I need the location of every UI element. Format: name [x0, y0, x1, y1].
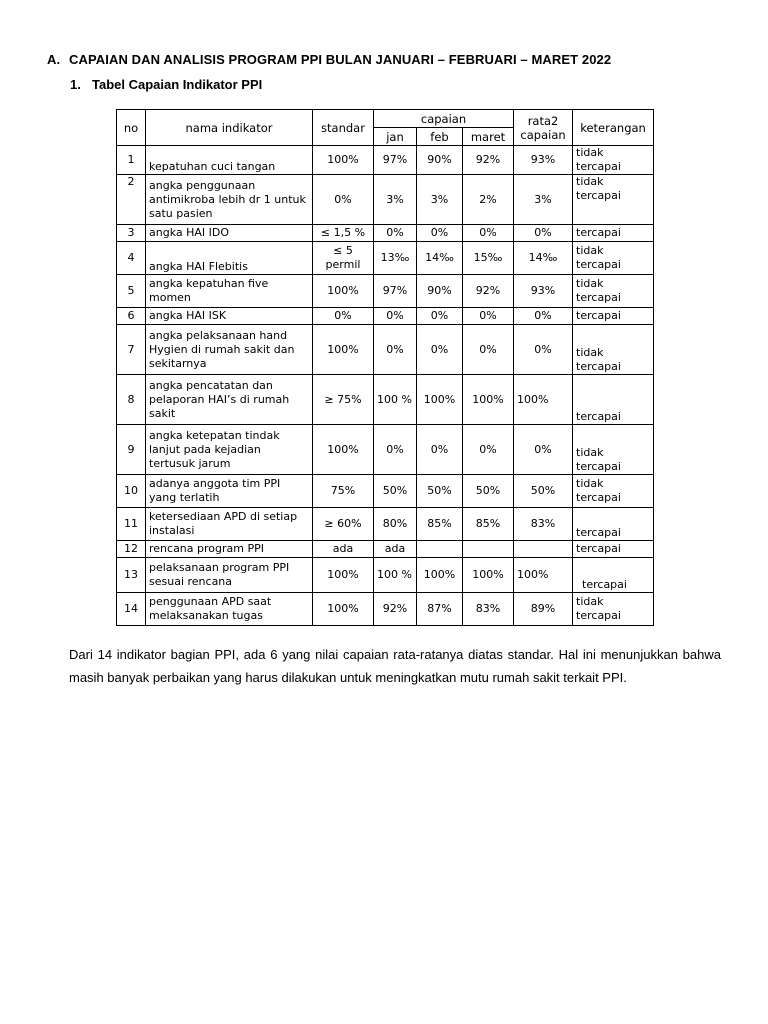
row-maret: 83%: [463, 593, 514, 626]
row-no: 4: [117, 242, 146, 275]
row-standar: 100%: [313, 325, 374, 375]
row-maret: 0%: [463, 225, 514, 242]
row-standar: ≥ 75%: [313, 375, 374, 425]
row-rata2: 3%: [514, 175, 573, 225]
row-rata2: 14‰: [514, 242, 573, 275]
header-maret: maret: [463, 128, 514, 146]
row-no: 6: [117, 308, 146, 325]
row-rata2: 93%: [514, 275, 573, 308]
row-standar: 75%: [313, 475, 374, 508]
row-indicator-name: angka penggunaan antimikroba lebih dr 1 untuk satu pasien: [146, 175, 313, 225]
row-jan: 0%: [374, 225, 417, 242]
row-maret: 100%: [463, 558, 514, 593]
row-keterangan: tidak tercapai: [573, 425, 654, 475]
row-feb: 0%: [417, 225, 463, 242]
row-keterangan: tercapai: [573, 558, 654, 593]
row-no: 2: [117, 175, 146, 225]
row-keterangan: tidak tercapai: [573, 325, 654, 375]
section-letter: A.: [47, 52, 61, 67]
table-row: [117, 508, 654, 541]
row-keterangan: tercapai: [573, 225, 654, 242]
section-heading: [47, 52, 611, 67]
row-no: 14: [117, 593, 146, 626]
row-feb: 14‰: [417, 242, 463, 275]
table-row: [117, 425, 654, 475]
row-rata2: 0%: [514, 425, 573, 475]
row-maret: 15‰: [463, 242, 514, 275]
row-no: 8: [117, 375, 146, 425]
table-row: [117, 242, 654, 275]
row-jan: 97%: [374, 146, 417, 175]
row-no: 1: [117, 146, 146, 175]
row-rata2: 50%: [514, 475, 573, 508]
row-standar: 100%: [313, 558, 374, 593]
row-jan: 0%: [374, 425, 417, 475]
row-no: 9: [117, 425, 146, 475]
table-row: [117, 375, 654, 425]
row-maret: 2%: [463, 175, 514, 225]
row-indicator-name: adanya anggota tim PPI yang terlatih: [146, 475, 313, 508]
row-feb: [417, 541, 463, 558]
row-maret: [463, 541, 514, 558]
row-standar: ≤ 5 permil: [313, 242, 374, 275]
row-maret: 0%: [463, 425, 514, 475]
row-no: 3: [117, 225, 146, 242]
row-keterangan: tidak tercapai: [573, 146, 654, 175]
row-feb: 90%: [417, 275, 463, 308]
row-maret: 85%: [463, 508, 514, 541]
row-standar: ≥ 60%: [313, 508, 374, 541]
row-maret: 50%: [463, 475, 514, 508]
row-standar: ≤ 1,5 %: [313, 225, 374, 242]
row-indicator-name: angka HAI IDO: [146, 225, 313, 242]
table-title: Tabel Capaian Indikator PPI: [92, 77, 263, 92]
row-feb: 0%: [417, 425, 463, 475]
row-indicator-name: penggunaan APD saat melaksanakan tugas: [146, 593, 313, 626]
row-standar: ada: [313, 541, 374, 558]
row-indicator-name: angka pencatatan dan pelaporan HAI’s di rumah sakit: [146, 375, 313, 425]
row-indicator-name: kepatuhan cuci tangan: [146, 146, 313, 175]
header-keterangan: keterangan: [573, 110, 654, 146]
row-rata2: 89%: [514, 593, 573, 626]
row-keterangan: tercapai: [573, 308, 654, 325]
row-jan: ada: [374, 541, 417, 558]
row-standar: 100%: [313, 593, 374, 626]
row-indicator-name: angka ketepatan tindak lanjut pada kejadian tertusuk jarum: [146, 425, 313, 475]
row-jan: 50%: [374, 475, 417, 508]
row-feb: 0%: [417, 325, 463, 375]
row-keterangan: tidak tercapai: [573, 175, 654, 225]
row-indicator-name: rencana program PPI: [146, 541, 313, 558]
row-keterangan: tercapai: [573, 375, 654, 425]
table-row: [117, 225, 654, 242]
row-jan: 13‰: [374, 242, 417, 275]
row-feb: 50%: [417, 475, 463, 508]
row-rata2: 100%: [514, 375, 573, 425]
row-feb: 0%: [417, 308, 463, 325]
row-indicator-name: pelaksanaan program PPI sesuai rencana: [146, 558, 313, 593]
row-jan: 97%: [374, 275, 417, 308]
table-number: 1.: [70, 77, 81, 92]
row-rata2: 83%: [514, 508, 573, 541]
row-maret: 92%: [463, 275, 514, 308]
table-row: [117, 175, 654, 225]
row-keterangan: tidak tercapai: [573, 242, 654, 275]
table-row: [117, 593, 654, 626]
row-rata2: 0%: [514, 225, 573, 242]
row-feb: 3%: [417, 175, 463, 225]
header-jan: jan: [374, 128, 417, 146]
row-indicator-name: angka HAI ISK: [146, 308, 313, 325]
row-keterangan: tidak tercapai: [573, 593, 654, 626]
row-standar: 0%: [313, 308, 374, 325]
row-standar: 100%: [313, 146, 374, 175]
row-standar: 100%: [313, 275, 374, 308]
table-row: [117, 475, 654, 508]
row-rata2: [514, 541, 573, 558]
row-standar: 100%: [313, 425, 374, 475]
row-maret: 92%: [463, 146, 514, 175]
row-jan: 3%: [374, 175, 417, 225]
row-jan: 100 %: [374, 375, 417, 425]
row-standar: 0%: [313, 175, 374, 225]
row-feb: 100%: [417, 558, 463, 593]
row-keterangan: tercapai: [573, 541, 654, 558]
header-no: no: [117, 110, 146, 146]
indicator-table: [116, 109, 654, 626]
header-capaian: capaian: [374, 110, 514, 128]
row-indicator-name: angka HAI Flebitis: [146, 242, 313, 275]
section-title: CAPAIAN DAN ANALISIS PROGRAM PPI BULAN JANUARI – FEBRUARI – MARET 2022: [69, 52, 612, 67]
row-indicator-name: ketersediaan APD di setiap instalasi: [146, 508, 313, 541]
row-no: 11: [117, 508, 146, 541]
row-indicator-name: angka kepatuhan five momen: [146, 275, 313, 308]
row-jan: 80%: [374, 508, 417, 541]
row-jan: 92%: [374, 593, 417, 626]
summary-paragraph: Dari 14 indikator bagian PPI, ada 6 yang nilai capaian rata-ratanya diatas standar. Hal ini menunjukkan bahwa masih banyak perbaikan yang harus dilakukan untuk meningkatkan mutu rumah sakit terkait PPI.: [69, 647, 721, 685]
row-rata2: 100%: [514, 558, 573, 593]
row-jan: 100 %: [374, 558, 417, 593]
row-no: 12: [117, 541, 146, 558]
table-row: [117, 308, 654, 325]
header-rata2-capaian: rata2 capaian: [514, 110, 573, 146]
row-no: 7: [117, 325, 146, 375]
row-keterangan: tidak tercapai: [573, 275, 654, 308]
header-standar: standar: [313, 110, 374, 146]
table-row: [117, 275, 654, 308]
row-keterangan: tidak tercapai: [573, 475, 654, 508]
row-maret: 0%: [463, 325, 514, 375]
row-jan: 0%: [374, 325, 417, 375]
row-maret: 0%: [463, 308, 514, 325]
row-no: 5: [117, 275, 146, 308]
table-row: [117, 558, 654, 593]
row-feb: 90%: [417, 146, 463, 175]
header-nama-indikator: nama indikator: [146, 110, 313, 146]
row-indicator-name: angka pelaksanaan hand Hygien di rumah sakit dan sekitarnya: [146, 325, 313, 375]
table-row: [117, 325, 654, 375]
table-row: [117, 146, 654, 175]
row-feb: 85%: [417, 508, 463, 541]
row-rata2: 0%: [514, 308, 573, 325]
row-no: 10: [117, 475, 146, 508]
row-feb: 87%: [417, 593, 463, 626]
table-row: [117, 541, 654, 558]
row-rata2: 0%: [514, 325, 573, 375]
row-feb: 100%: [417, 375, 463, 425]
table-heading: [70, 77, 262, 92]
row-jan: 0%: [374, 308, 417, 325]
row-keterangan: tercapai: [573, 508, 654, 541]
row-maret: 100%: [463, 375, 514, 425]
row-no: 13: [117, 558, 146, 593]
row-rata2: 93%: [514, 146, 573, 175]
header-feb: feb: [417, 128, 463, 146]
